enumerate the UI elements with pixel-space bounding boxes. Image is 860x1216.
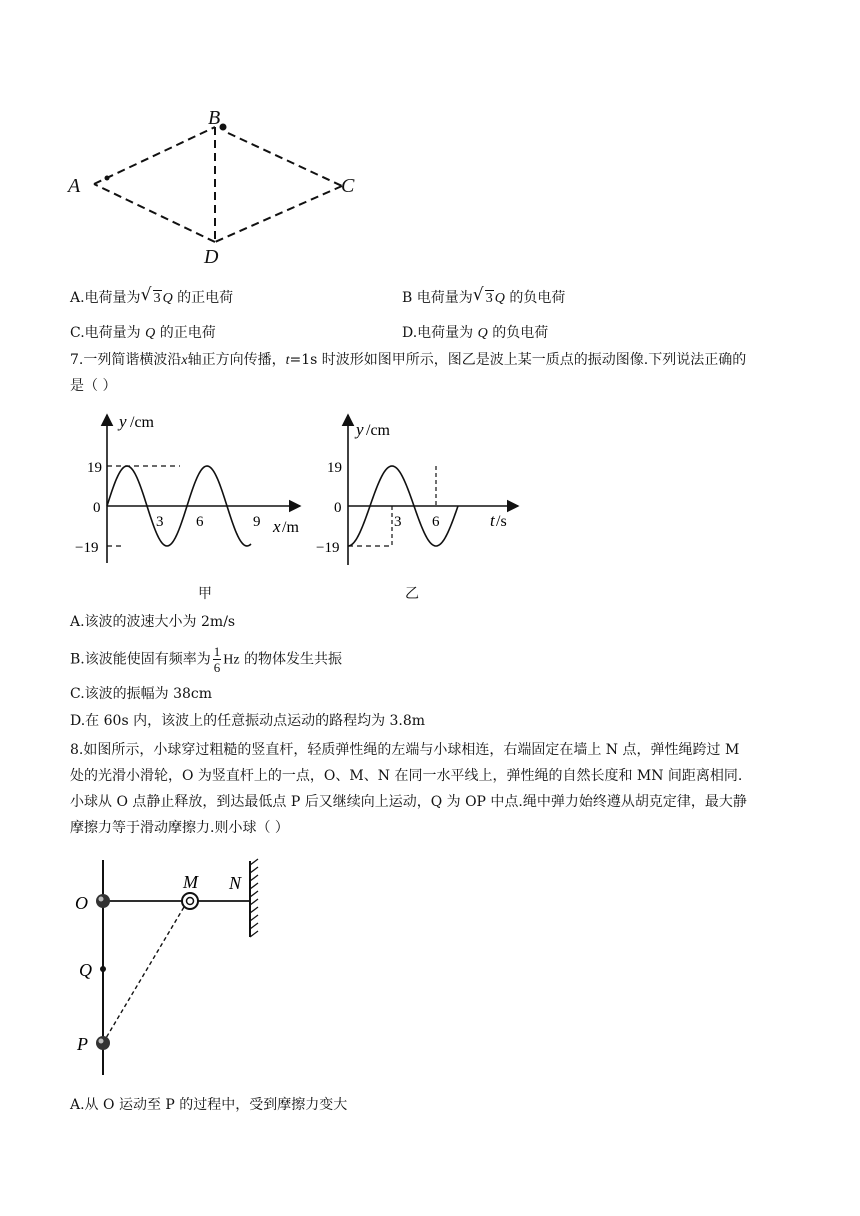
- ytick-neg19: −19: [316, 540, 340, 556]
- q6-option-c-var: Q: [145, 326, 156, 341]
- label-P: P: [77, 1034, 88, 1054]
- edge-AB: [94, 127, 215, 184]
- label-C: C: [341, 175, 355, 197]
- q7-option-d[interactable]: D.在 60s 内，该波上的任意振动点运动的路程均为 3.8m: [70, 713, 426, 729]
- edge-DA: [94, 184, 215, 242]
- q8-stem-line4: 摩擦力等于滑动摩擦力.则小球（ ）: [70, 820, 289, 836]
- xlabel-unit: /m: [282, 519, 299, 536]
- xtick-9: 9: [253, 514, 261, 530]
- pulley-M-inner: [187, 898, 194, 905]
- q8-stem-line2: 处的光滑小滑轮，O 为竖直杆上的一点，O、M、N 在同一水平线上，弹性绳的自然长度和 MN 间距离相同.: [70, 768, 743, 784]
- q6-option-d-var: Q: [477, 326, 488, 341]
- q6-option-b-pre: B 电荷量为: [402, 290, 473, 306]
- label-N: N: [229, 873, 242, 893]
- ytick-19: 19: [87, 460, 102, 476]
- tlabel-unit: /s: [496, 513, 507, 530]
- fraction-one-sixth: $\frac{1}{6}$: [213, 644, 221, 675]
- q6-option-d[interactable]: [402, 323, 548, 344]
- xlabel-var: x: [273, 517, 281, 536]
- point-Q: [100, 966, 106, 972]
- ytick-19: 19: [327, 460, 342, 476]
- rhombus-figure: [60, 100, 370, 270]
- q8-option-a[interactable]: A.从 O 运动至 P 的过程中，受到摩擦力变大: [70, 1097, 348, 1113]
- label-O: O: [75, 893, 88, 913]
- graph-jia: [70, 405, 315, 575]
- q6-option-c-post: 的正电荷: [159, 325, 216, 341]
- tlabel-var: t: [490, 511, 495, 530]
- q6-option-c-pre: C.电荷量为: [70, 325, 141, 341]
- ylabel-unit: /cm: [130, 414, 154, 431]
- q6-option-a-var: Q: [162, 291, 173, 306]
- charge-A-dot: [105, 176, 110, 181]
- q6-option-d-post: 的负电荷: [492, 325, 549, 341]
- label-Q: Q: [79, 960, 92, 980]
- sqrt-symbol: √ 3: [140, 285, 161, 306]
- ball-P: [96, 1036, 110, 1050]
- wall-hatching: [250, 859, 258, 937]
- xtick-3: 3: [156, 514, 164, 530]
- label-B: B: [208, 107, 221, 129]
- rod-pulley-figure: [70, 855, 280, 1080]
- edge-CD: [215, 186, 342, 242]
- q6-option-b-var: Q: [494, 291, 505, 306]
- q6-option-d-pre: D.电荷量为: [402, 325, 474, 341]
- q6-option-c[interactable]: [70, 323, 216, 344]
- ylabel-var: y: [119, 412, 127, 431]
- label-A: A: [68, 175, 81, 197]
- q7-option-a[interactable]: A.该波的波速大小为 2m/s: [70, 614, 236, 630]
- q6-option-b[interactable]: [402, 285, 566, 309]
- sqrt-symbol: √ 3: [472, 285, 493, 306]
- q6-option-a[interactable]: [70, 285, 234, 309]
- caption-jia: 甲: [198, 586, 212, 602]
- ytick-neg19: −19: [75, 540, 99, 556]
- q6-option-a-post: 的正电荷: [177, 290, 234, 306]
- rope-PM-dashed: [103, 907, 184, 1043]
- ylabel-unit: /cm: [366, 422, 390, 439]
- q7-option-c[interactable]: C.该波的振幅为 38cm: [70, 686, 213, 702]
- label-M: M: [183, 872, 198, 892]
- xtick-6: 6: [196, 514, 204, 530]
- q7-stem-line1: 7.一列简谐横波沿x轴正方向传播，t=1s 时波形如图甲所示，图乙是波上某一质点的振动图像.下列说法正确的: [70, 352, 747, 368]
- label-D: D: [204, 246, 219, 268]
- ytick-0: 0: [334, 500, 342, 516]
- q6-option-a-pre: A.电荷量为: [70, 290, 141, 306]
- ball-O: [96, 894, 110, 908]
- xtick-6: 6: [432, 514, 440, 530]
- ylabel-var: y: [356, 420, 364, 439]
- q7-stem-line2: 是（ ）: [70, 378, 117, 394]
- q8-stem-line1: 8.如图所示，小球穿过粗糙的竖直杆，轻质弹性绳的左端与小球相连，右端固定在墙上 N 点，弹性绳跨过 M: [70, 742, 740, 758]
- caption-yi: 乙: [405, 586, 419, 602]
- graph-yi: [310, 405, 525, 575]
- ytick-0: 0: [93, 500, 101, 516]
- charge-B-dot: [220, 124, 227, 131]
- xtick-3: 3: [394, 514, 402, 530]
- edge-BC: [228, 133, 342, 186]
- q7-option-b[interactable]: B.该波能使固有频率为 $\frac{1}{6}$ Hz 的物体发生共振: [70, 644, 343, 675]
- q8-stem-line3: 小球从 O 点静止释放，到达最低点 P 后又继续向上运动，Q 为 OP 中点.绳中弹力始终遵从胡克定律，最大静: [70, 794, 747, 810]
- q6-option-b-post: 的负电荷: [509, 290, 566, 306]
